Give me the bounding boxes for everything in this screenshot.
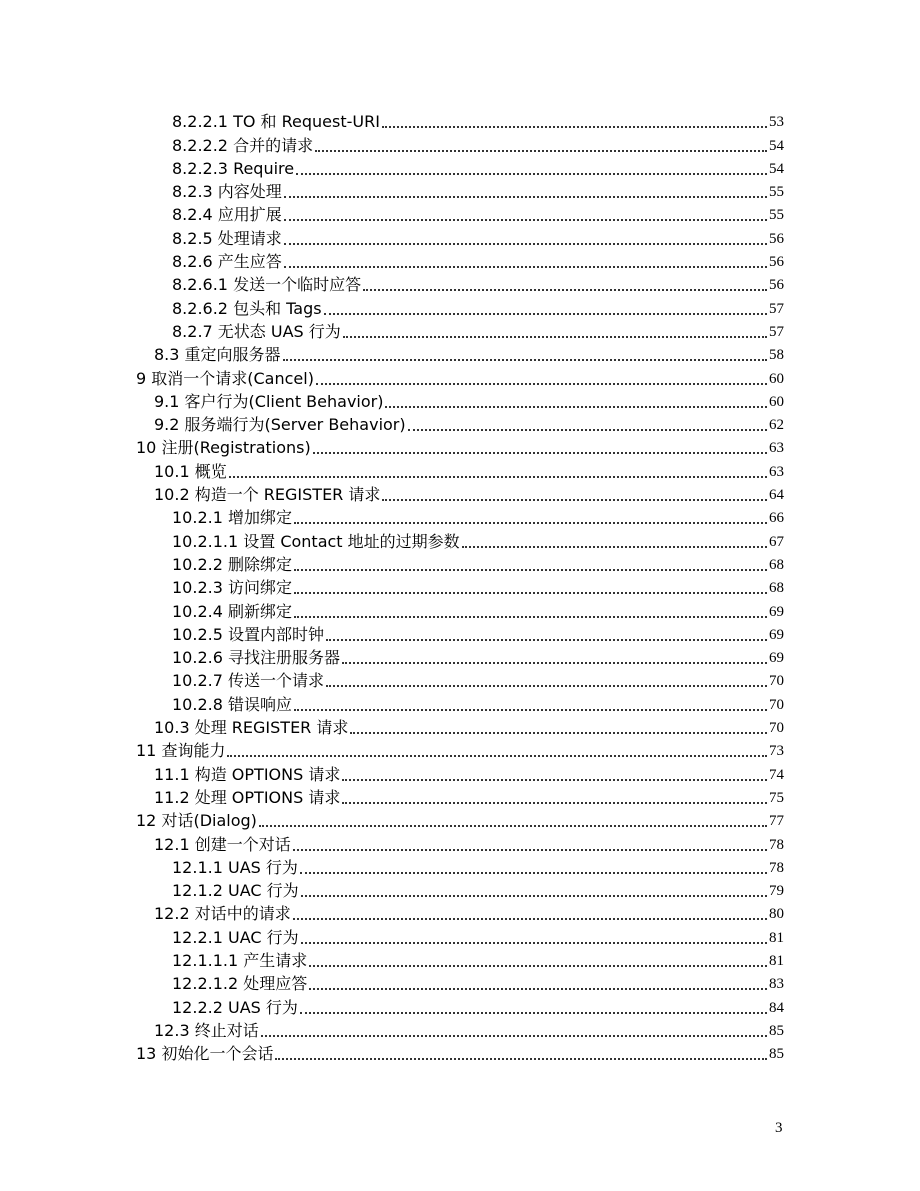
toc-entry-page: 56 — [769, 277, 784, 294]
toc-dot-leader — [284, 264, 767, 268]
toc-entry-title: 8.2.2.3 Require — [172, 158, 295, 178]
toc-entry-page: 75 — [769, 789, 784, 806]
toc-dot-leader — [382, 497, 767, 501]
toc-entry-page: 80 — [769, 906, 784, 923]
toc-dot-leader — [294, 520, 767, 524]
toc-entry-title: 10.2.6 寻找注册服务器 — [172, 648, 340, 668]
toc-entry[interactable] — [0, 598, 920, 621]
toc-dot-leader — [259, 823, 767, 827]
toc-entry-page: 69 — [769, 626, 784, 643]
toc-entry-page: 70 — [769, 673, 784, 690]
toc-dot-leader — [309, 986, 767, 990]
toc-dot-leader — [408, 427, 767, 431]
toc-dot-leader — [227, 753, 767, 757]
toc-entry[interactable] — [0, 691, 920, 714]
toc-entry[interactable] — [0, 668, 920, 691]
toc-entry-page: 73 — [769, 743, 784, 760]
toc-entry-page: 68 — [769, 580, 784, 597]
toc-entry[interactable] — [0, 319, 920, 342]
toc-entry[interactable] — [0, 901, 920, 924]
toc-entry-page: 79 — [769, 883, 784, 900]
toc-entry-page: 67 — [769, 533, 784, 550]
toc-entry[interactable] — [0, 1041, 920, 1064]
toc-dot-leader — [293, 916, 767, 920]
toc-entry-title: 10.2.1.1 设置 Contact 地址的过期参数 — [172, 531, 460, 551]
toc-entry[interactable] — [0, 575, 920, 598]
toc-entry-page: 63 — [769, 440, 784, 457]
toc-entry-title: 11.2 处理 OPTIONS 请求 — [154, 787, 341, 807]
toc-entry-page: 56 — [769, 230, 784, 247]
toc-entry-page: 69 — [769, 603, 784, 620]
toc-dot-leader — [313, 450, 767, 454]
toc-entry-title: 8.2.7 无状态 UAS 行为 — [172, 321, 341, 341]
toc-entry-title: 12.2 对话中的请求 — [154, 904, 291, 924]
toc-entry-title: 8.2.6 产生应答 — [172, 252, 282, 272]
toc-entry[interactable] — [0, 389, 920, 412]
toc-entry-title: 10.2.1 增加绑定 — [172, 508, 292, 528]
toc-dot-leader — [294, 707, 767, 711]
toc-entry[interactable] — [0, 831, 920, 854]
toc-entry-page: 57 — [769, 323, 784, 340]
toc-dot-leader — [382, 124, 767, 128]
toc-dot-leader — [462, 544, 767, 548]
toc-entry-title: 8.3 重定向服务器 — [154, 345, 281, 365]
toc-entry[interactable] — [0, 202, 920, 225]
toc-dot-leader — [326, 637, 767, 641]
toc-entry[interactable] — [0, 272, 920, 295]
toc-dot-leader — [326, 683, 767, 687]
toc-dot-leader — [293, 847, 767, 851]
toc-entry-title: 10.2.7 传送一个请求 — [172, 671, 324, 691]
toc-entry[interactable] — [0, 528, 920, 551]
toc-entry-page: 77 — [769, 813, 784, 830]
toc-entry[interactable] — [0, 295, 920, 318]
toc-entry[interactable] — [0, 878, 920, 901]
toc-entry-title: 8.2.3 内容处理 — [172, 182, 282, 202]
toc-dot-leader — [343, 334, 767, 338]
toc-entry-page: 62 — [769, 417, 784, 434]
toc-entry-page: 58 — [769, 347, 784, 364]
toc-entry-title: 12.1.2 UAC 行为 — [172, 881, 299, 901]
toc-entry[interactable] — [0, 622, 920, 645]
toc-entry-title: 12 对话(Dialog) — [136, 811, 257, 831]
toc-entry-page: 60 — [769, 370, 784, 387]
toc-entry[interactable] — [0, 715, 920, 738]
toc-entry[interactable] — [0, 971, 920, 994]
toc-dot-leader — [294, 614, 767, 618]
toc-dot-leader — [324, 311, 767, 315]
toc-entry-title: 8.2.2.2 合并的请求 — [172, 135, 314, 155]
toc-entry-page: 57 — [769, 300, 784, 317]
toc-entry-title: 8.2.5 处理请求 — [172, 228, 282, 248]
toc-entry-title: 10.2 构造一个 REGISTER 请求 — [154, 485, 381, 505]
toc-entry[interactable] — [0, 225, 920, 248]
toc-entry-title: 12.2.1 UAC 行为 — [172, 927, 299, 947]
toc-entry[interactable] — [0, 156, 920, 179]
toc-entry-page: 78 — [769, 859, 784, 876]
toc-entry-page: 54 — [769, 137, 784, 154]
toc-entry-page: 70 — [769, 696, 784, 713]
toc-entry-title: 10.2.2 删除绑定 — [172, 554, 292, 574]
toc-entry-title: 10.2.8 错误响应 — [172, 694, 292, 714]
toc-entry-title: 12.3 终止对话 — [154, 1020, 259, 1040]
toc-entry[interactable] — [0, 435, 920, 458]
toc-dot-leader — [301, 893, 767, 897]
table-of-contents — [0, 109, 920, 1064]
toc-entry[interactable] — [0, 1018, 920, 1041]
toc-entry-page: 60 — [769, 393, 784, 410]
toc-entry-page: 53 — [769, 114, 784, 131]
toc-entry-title: 11 查询能力 — [136, 741, 226, 761]
toc-entry-page: 63 — [769, 463, 784, 480]
toc-entry-page: 54 — [769, 160, 784, 177]
toc-entry-title: 12.1.1 UAS 行为 — [172, 857, 298, 877]
toc-dot-leader — [284, 241, 767, 245]
toc-dot-leader — [316, 381, 767, 385]
toc-entry[interactable] — [0, 738, 920, 761]
toc-entry[interactable] — [0, 109, 920, 132]
toc-dot-leader — [275, 1056, 767, 1060]
toc-dot-leader — [300, 1010, 767, 1014]
toc-entry-page: 55 — [769, 207, 784, 224]
toc-entry-title: 10.1 概览 — [154, 461, 227, 481]
toc-dot-leader — [296, 171, 767, 175]
toc-entry-page: 56 — [769, 254, 784, 271]
toc-dot-leader — [294, 590, 767, 594]
toc-dot-leader — [315, 148, 767, 152]
toc-dot-leader — [294, 567, 767, 571]
toc-dot-leader — [229, 474, 767, 478]
toc-dot-leader — [284, 217, 767, 221]
toc-entry[interactable] — [0, 948, 920, 971]
toc-dot-leader — [284, 194, 767, 198]
toc-entry[interactable] — [0, 365, 920, 388]
toc-entry-page: 74 — [769, 766, 784, 783]
toc-entry-title: 12.1 创建一个对话 — [154, 834, 291, 854]
toc-dot-leader — [342, 800, 767, 804]
toc-entry-page: 64 — [769, 487, 784, 504]
toc-entry-title: 9.1 客户行为(Client Behavior) — [154, 391, 384, 411]
toc-entry[interactable] — [0, 505, 920, 528]
toc-dot-leader — [309, 963, 767, 967]
toc-entry-page: 78 — [769, 836, 784, 853]
toc-entry-title: 10 注册(Registrations) — [136, 438, 311, 458]
toc-dot-leader — [283, 357, 767, 361]
toc-entry[interactable] — [0, 808, 920, 831]
toc-entry-page: 81 — [769, 952, 784, 969]
toc-dot-leader — [350, 730, 767, 734]
toc-entry[interactable] — [0, 994, 920, 1017]
toc-entry-title: 12.2.1.2 处理应答 — [172, 974, 308, 994]
toc-entry-title: 11.1 构造 OPTIONS 请求 — [154, 764, 341, 784]
toc-entry-page: 85 — [769, 1046, 784, 1063]
toc-entry-title: 8.2.6.2 包头和 Tags — [172, 298, 322, 318]
toc-dot-leader — [363, 287, 767, 291]
toc-entry-page: 69 — [769, 650, 784, 667]
toc-entry-title: 10.2.4 刷新绑定 — [172, 601, 292, 621]
toc-entry[interactable] — [0, 458, 920, 481]
toc-entry-title: 12.1.1.1 产生请求 — [172, 950, 308, 970]
toc-dot-leader — [300, 870, 767, 874]
toc-entry-page: 85 — [769, 1022, 784, 1039]
toc-entry-title: 12.2.2 UAS 行为 — [172, 997, 298, 1017]
toc-entry-title: 10.3 处理 REGISTER 请求 — [154, 718, 349, 738]
toc-entry-title: 9.2 服务端行为(Server Behavior) — [154, 415, 406, 435]
toc-entry-title: 9 取消一个请求(Cancel) — [136, 368, 314, 388]
toc-entry[interactable] — [0, 785, 920, 808]
toc-entry-title: 8.2.2.1 TO 和 Request-URI — [172, 112, 380, 132]
toc-entry-title: 10.2.3 访问绑定 — [172, 578, 292, 598]
toc-dot-leader — [342, 660, 767, 664]
toc-entry-page: 68 — [769, 556, 784, 573]
toc-entry[interactable] — [0, 249, 920, 272]
toc-entry-title: 8.2.6.1 发送一个临时应答 — [172, 275, 362, 295]
toc-entry[interactable] — [0, 761, 920, 784]
toc-entry[interactable] — [0, 645, 920, 668]
toc-entry-title: 10.2.5 设置内部时钟 — [172, 624, 324, 644]
toc-entry-page: 55 — [769, 184, 784, 201]
page-number: 3 — [775, 1120, 783, 1136]
toc-entry[interactable] — [0, 179, 920, 202]
toc-entry-page: 70 — [769, 720, 784, 737]
toc-entry[interactable] — [0, 855, 920, 878]
toc-dot-leader — [261, 1033, 767, 1037]
toc-entry-title: 13 初始化一个会话 — [136, 1044, 274, 1064]
toc-dot-leader — [342, 777, 767, 781]
toc-dot-leader — [301, 940, 767, 944]
toc-entry-page: 66 — [769, 510, 784, 527]
toc-entry[interactable] — [0, 412, 920, 435]
toc-entry[interactable] — [0, 924, 920, 947]
toc-dot-leader — [385, 404, 767, 408]
toc-entry-page: 83 — [769, 976, 784, 993]
toc-entry[interactable] — [0, 552, 920, 575]
toc-entry[interactable] — [0, 482, 920, 505]
toc-entry[interactable] — [0, 342, 920, 365]
toc-entry-title: 8.2.4 应用扩展 — [172, 205, 282, 225]
toc-entry-page: 81 — [769, 929, 784, 946]
toc-entry[interactable] — [0, 132, 920, 155]
toc-entry-page: 84 — [769, 999, 784, 1016]
